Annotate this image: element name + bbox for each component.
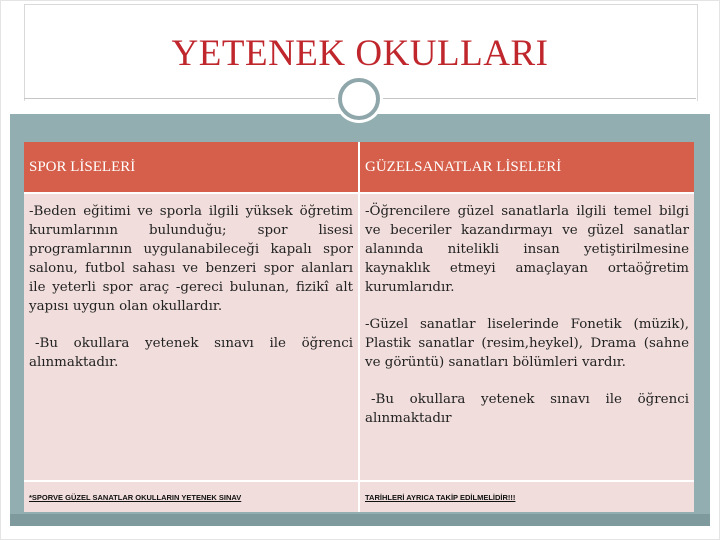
footer-note-right: TARİHLERİ AYRICA TAKİP EDİLMELİDİR!!! — [365, 492, 516, 502]
guzelsanatlar-description: -Öğrencilere güzel sanatlarla ilgili temel bilgi ve beceriler kazandırmayı ve güzel sanatlar alanında nitelikli insan yetiştirilmesine kaynaklık etmeyi amaçlayan ortaöğretim kurumlarıdır. — [365, 204, 689, 295]
guzelsanatlar-cell — [359, 193, 694, 481]
footer-left-cell — [24, 481, 359, 512]
guzelsanatlar-admission-note: -Bu okullara yetenek sınavı ile öğrenci alınmaktadır — [365, 392, 689, 426]
guzelsanatlar-departments: -Güzel sanatlar liselerinde Fonetik (müzik), Plastik sanatlar (resim,heykel), Drama (sahne ve görüntü) sanatları bölümleri vardır. — [365, 317, 689, 370]
footer-note-left: *SPORVE GÜZEL SANATLAR OKULLARIN YETENEK SINAV — [29, 492, 242, 502]
content-bottom-strip — [10, 514, 710, 526]
footer-right-cell — [359, 481, 694, 512]
table-header-row — [24, 142, 694, 193]
header-spor-liseleri: SPOR LİSELERİ — [24, 142, 359, 193]
spor-admission-note: -Bu okullara yetenek sınavı ile öğrenci alınmaktadır. — [29, 336, 353, 370]
table-footer-row — [24, 481, 694, 512]
circle-ornament-icon — [338, 78, 380, 120]
spor-description: -Beden eğitimi ve sporla ilgili yüksek öğretim kurumlarının bulunduğu; spor lisesi programlarının uygulanabileceği kapalı spor salonu, futbol sahası ve benzeri spor alanları ile yeterli spor araç -gereci bulunan, fizikî alt yapısı uygun olan okullardır. — [29, 204, 353, 314]
spor-cell — [24, 193, 359, 481]
header-guzelsanatlar-liseleri: GÜZELSANATLAR LİSELERİ — [359, 142, 694, 193]
table-body-row — [24, 193, 694, 481]
comparison-table — [24, 142, 694, 512]
slide-title: YETENEK OKULLARI — [171, 33, 549, 74]
